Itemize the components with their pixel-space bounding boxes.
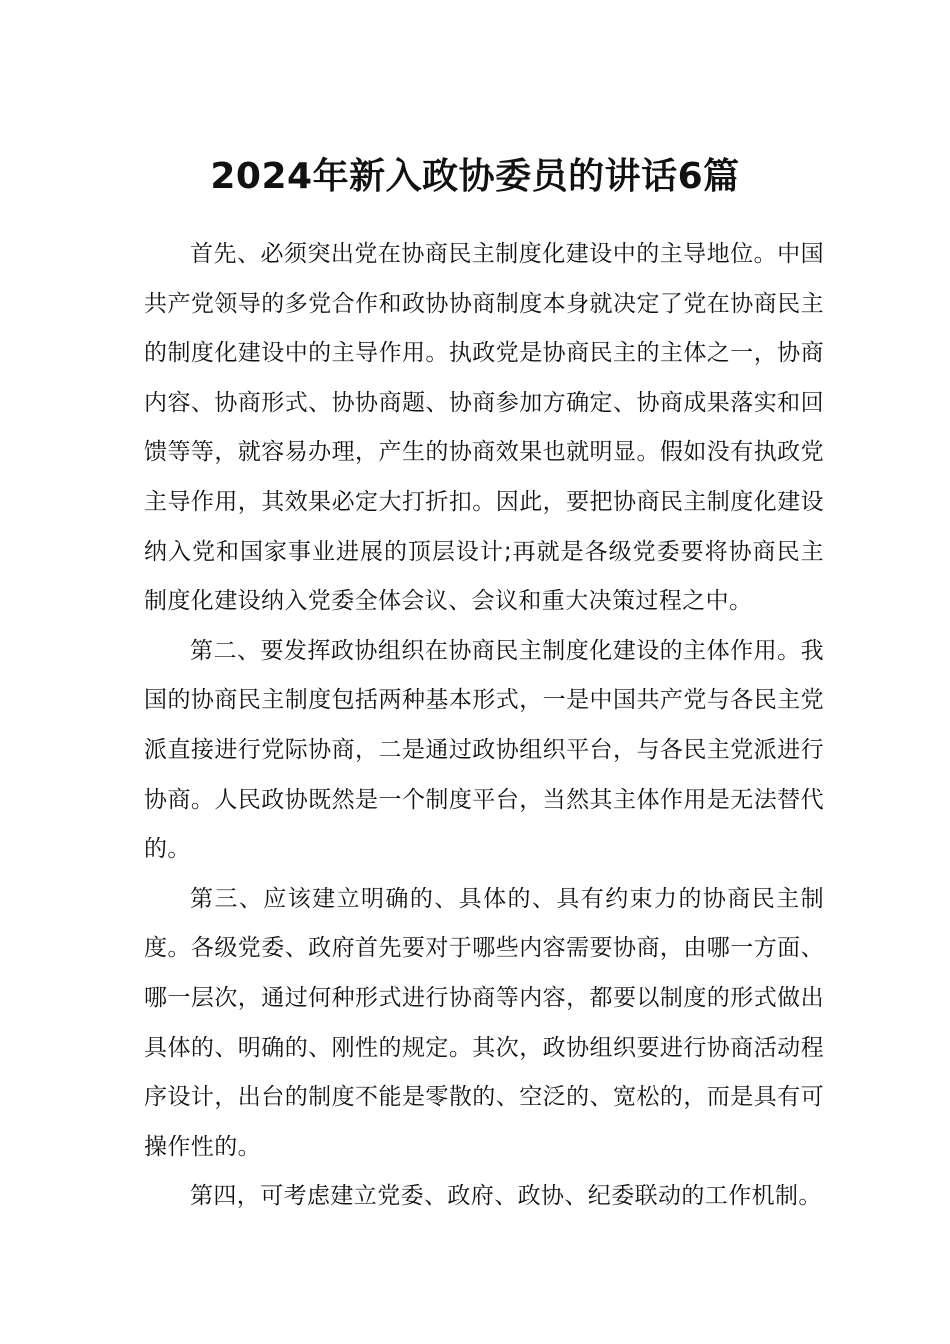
paragraph-4: 第四，可考虑建立党委、政府、政协、纪委联动的工作机制。 <box>190 1183 822 1210</box>
paragraph-2: 第二、要发挥政协组织在协商民主制度化建设的主体作用。我国的协商民主制度包括两种基本形式，一是中国共产党与各民主党派直接进行党际协商，二是通过政协组织平台，与各民主党派进行协商。人民政协既然是一个制度平台，当然其主体作用是无法替代的。 <box>144 637 824 863</box>
document-title: 2024年新入政协委员的讲话6篇 <box>210 156 740 198</box>
paragraph-1: 首先、必须突出党在协商民主制度化建设中的主导地位。中国共产党领导的多党合作和政协协商制度本身就决定了党在协商民主的制度化建设中的主导作用。执政党是协商民主的主体之一，协商内容、协商形式、协协商题、协商参加方确定、协商成果落实和回馈等等，就容易办理，产生的协商效果也就明显。假如没有执政党主导作用，其效果必定大打折扣。因此，要把协商民主制度化建设纳入党和国家事业进展的顶层设计;再就是各级党委要将协商民主制度化建设纳入党委全体会议、会议和重大决策过程之中。 <box>144 241 824 615</box>
document-body <box>144 230 824 1222</box>
paragraph-3: 第三、应该建立明确的、具体的、具有约束力的协商民主制度。各级党委、政府首先要对于哪些内容需要协商，由哪一方面、哪一层次，通过何种形式进行协商等内容，都要以制度的形式做出具体的、明确的、刚性的规定。其次，政协组织要进行协商活动程序设计，出台的制度不能是零散的、空泛的、宽松的，而是具有可操作性的。 <box>144 885 824 1160</box>
